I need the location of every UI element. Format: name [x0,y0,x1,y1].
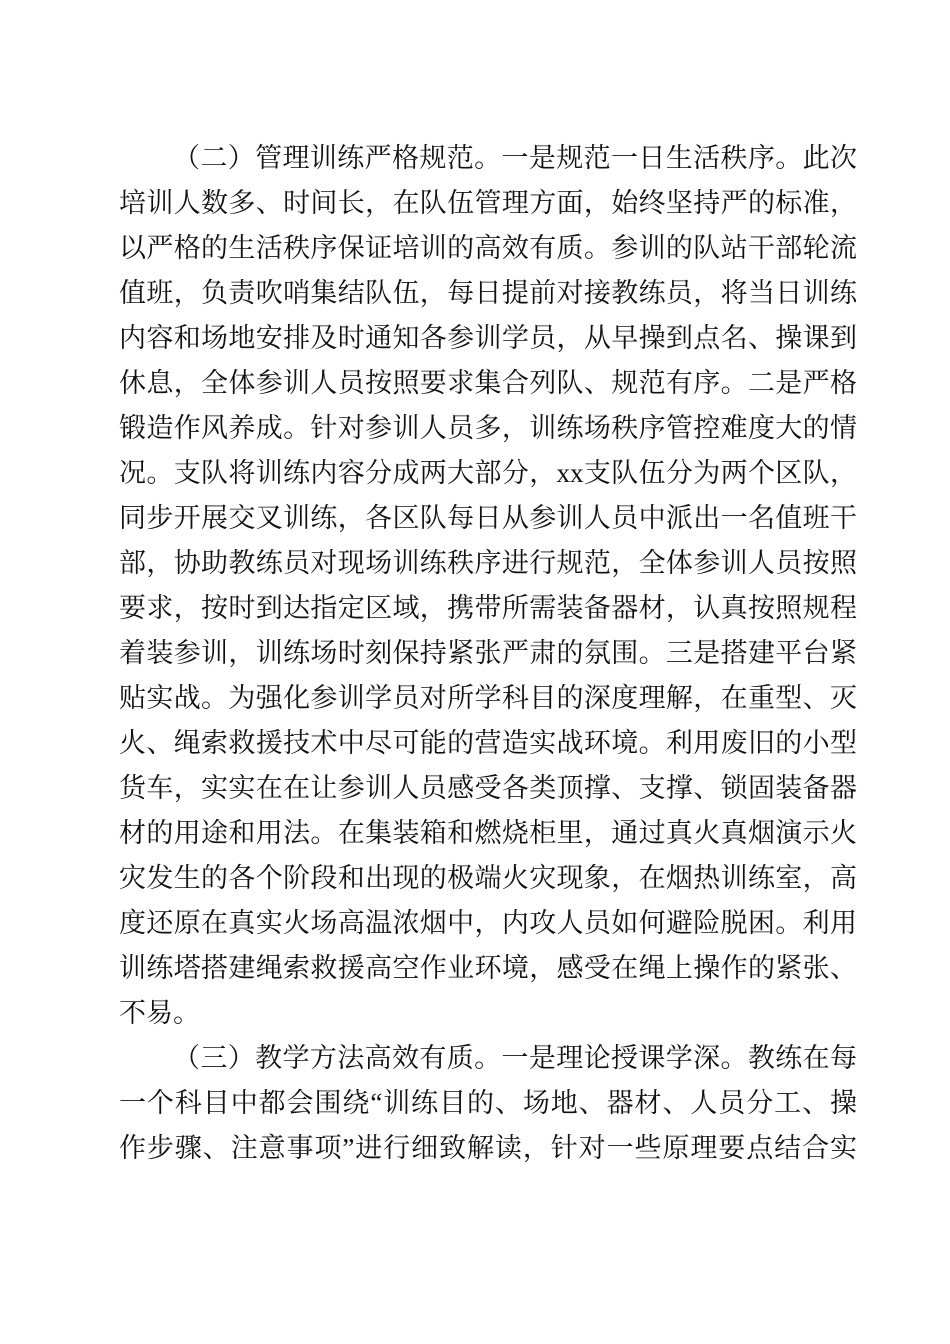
paragraph [119,1036,857,1171]
text-line: 培训人数多、时间长，在队伍管理方面，始终坚持严的标准， [119,188,857,218]
text-line: 火、绳索救援技术中尽可能的营造实战环境。利用废旧的小型 [119,728,857,758]
text-line: 训练塔搭建绳索救援高空作业环境，感受在绳上操作的紧张、 [119,953,857,983]
text-line: 以严格的生活秩序保证培训的高效有质。参训的队站干部轮流 [119,233,857,263]
text-line: 部，协助教练员对现场训练秩序进行规范，全体参训人员按照 [119,548,857,578]
text-line: （三）教学方法高效有质。一是理论授课学深。教练在每 [173,1043,857,1073]
text-line: 灾发生的各个阶段和出现的极端火灾现象，在烟热训练室，高 [119,863,857,893]
text-line: 值班，负责吹哨集结队伍，每日提前对接教练员，将当日训练 [119,278,857,308]
text-line: （二）管理训练严格规范。一是规范一日生活秩序。此次 [173,143,857,173]
text-line: 不易。 [119,998,200,1028]
text-line: 作步骤、注意事项”进行细致解读，针对一些原理要点结合实 [119,1133,857,1163]
text-line: 货车，实实在在让参训人员感受各类顶撑、支撑、锁固装备器 [119,773,857,803]
text-line: 要求，按时到达指定区域，携带所需装备器材，认真按照规程 [119,593,857,623]
paragraph [119,136,857,1036]
text-line: 内容和场地安排及时通知各参训学员，从早操到点名、操课到 [119,323,857,353]
document-body [119,136,857,1171]
text-line: 材的用途和用法。在集装箱和燃烧柜里，通过真火真烟演示火 [119,818,857,848]
text-line: 锻造作风养成。针对参训人员多，训练场秩序管控难度大的情 [119,413,857,443]
text-line: 况。支队将训练内容分成两大部分，xx支队伍分为两个区队， [119,458,857,488]
text-line: 休息，全体参训人员按照要求集合列队、规范有序。二是严格 [119,368,857,398]
text-line: 度还原在真实火场高温浓烟中，内攻人员如何避险脱困。利用 [119,908,857,938]
text-line: 同步开展交叉训练，各区队每日从参训人员中派出一名值班干 [119,503,857,533]
text-line: 贴实战。为强化参训学员对所学科目的深度理解，在重型、灭 [119,683,857,713]
text-line: 着装参训，训练场时刻保持紧张严肃的氛围。三是搭建平台紧 [119,638,857,668]
text-line: 一个科目中都会围绕“训练目的、场地、器材、人员分工、操 [119,1088,857,1118]
